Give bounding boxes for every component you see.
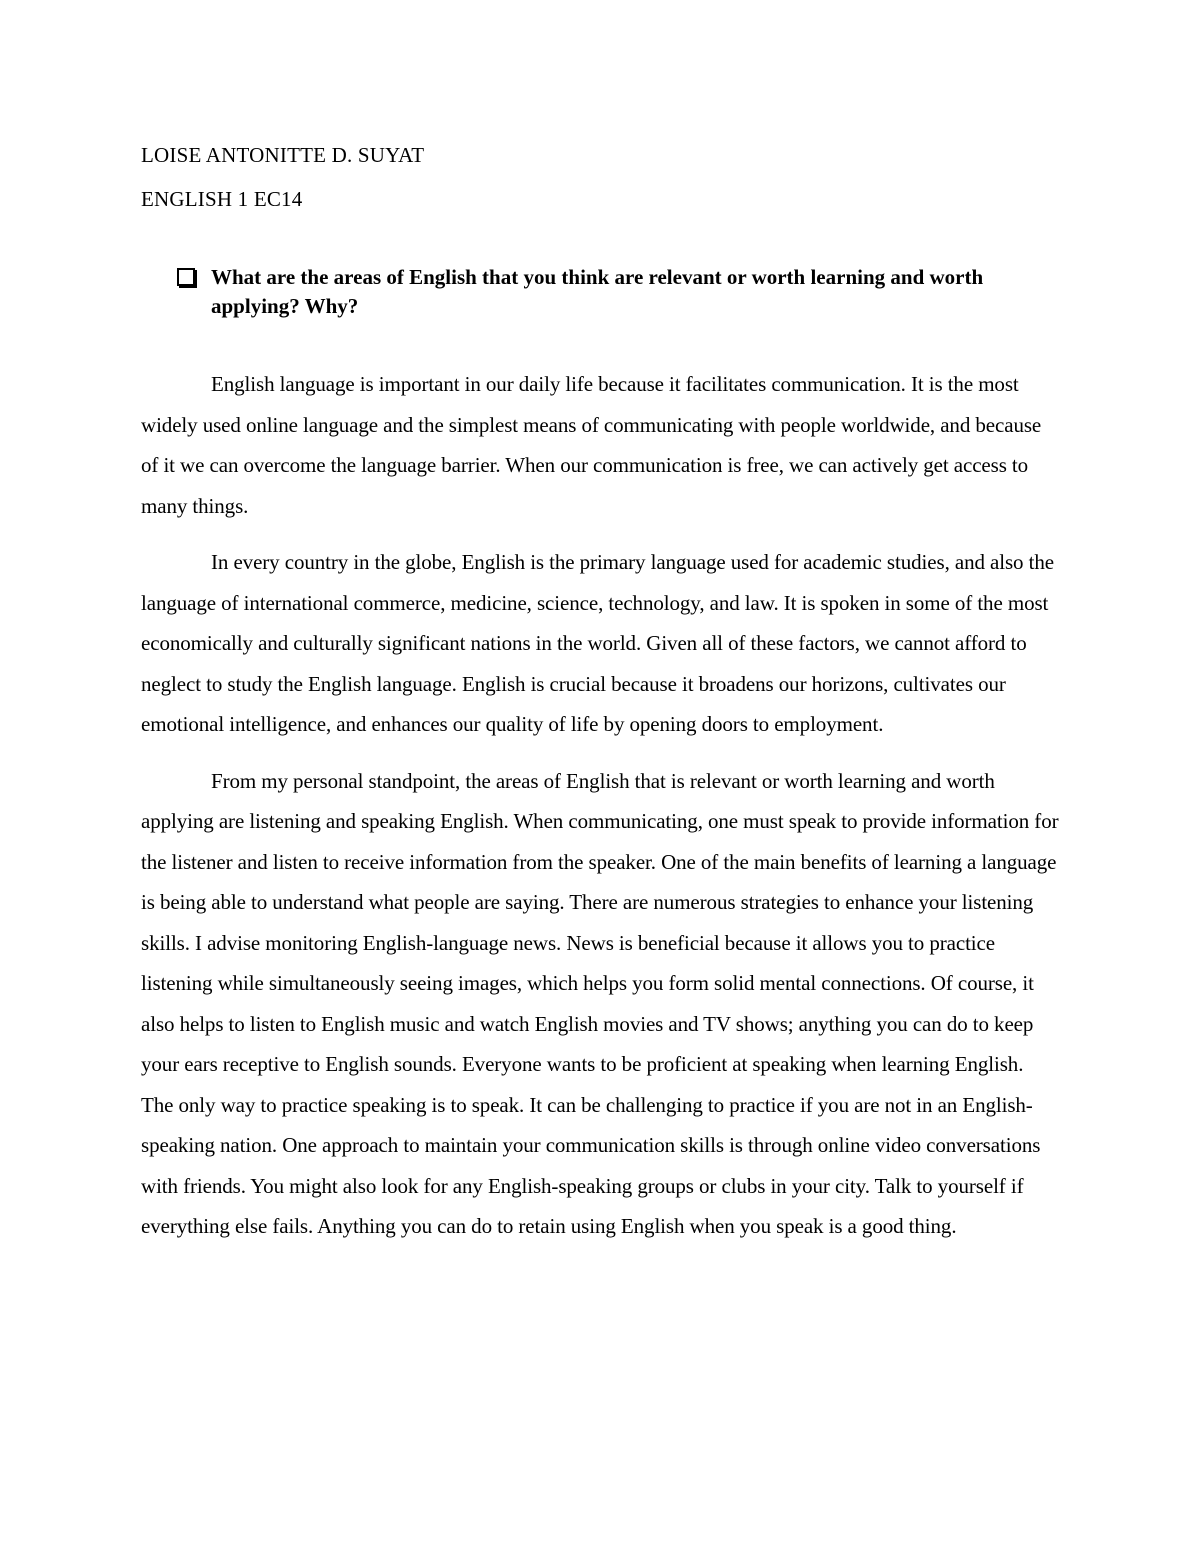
paragraph-3: From my personal standpoint, the areas of English that is relevant or worth learning and worth applying are listening and speaking English. When communicating, one must speak to provide information for the listener and listen to receive information from the speaker. One of the main benefits of learning a language is being able to understand what people are saying. There are numerous strategies to enhance your listening skills. I advise monitoring English-language news. News is beneficial because it allows you to practice listening while simultaneously seeing images, which helps you form solid mental connections. Of course, it also helps to listen to English music and watch English movies and TV shows; anything you can do to keep your ears receptive to English sounds. Everyone wants to be proficient at speaking when learning English. The only way to practice speaking is to speak. It can be challenging to practice if you are not in an English-speaking nation. One approach to maintain your communication skills is through online video conversations with friends. You might also look for any English-speaking groups or clubs in your city. Talk to yourself if everything else fails. Anything you can do to retain using English when you speak is a good thing. (141, 768, 1059, 1238)
paragraph-2: In every country in the globe, English is the primary language used for academic studies, and also the language of international commerce, medicine, science, technology, and law. It is spoken in some of the most economically and culturally significant nations in the world. Given all of these factors, we cannot afford to neglect to study the English language. English is crucial because it broadens our horizons, cultivates our emotional intelligence, and enhances our quality of life by opening doors to employment. (141, 550, 1054, 736)
document-content (141, 140, 1059, 1263)
paragraph-1: English language is important in our daily life because it facilitates communication. It is the most widely used online language and the simplest means of communicating with people worldwide, and because of it we can overcome the language barrier. When our communication is free, we can actively get access to many things. (141, 372, 1042, 518)
question-item (141, 263, 1059, 321)
checkbox-square-icon (177, 268, 195, 286)
author-name: LOISE ANTONITTE D. SUYAT (141, 143, 425, 167)
question-text: What are the areas of English that you think are relevant or worth learning and worth applying? Why? (211, 265, 984, 318)
course-code: ENGLISH 1 EC14 (141, 187, 303, 211)
answer-body (141, 364, 1059, 1247)
